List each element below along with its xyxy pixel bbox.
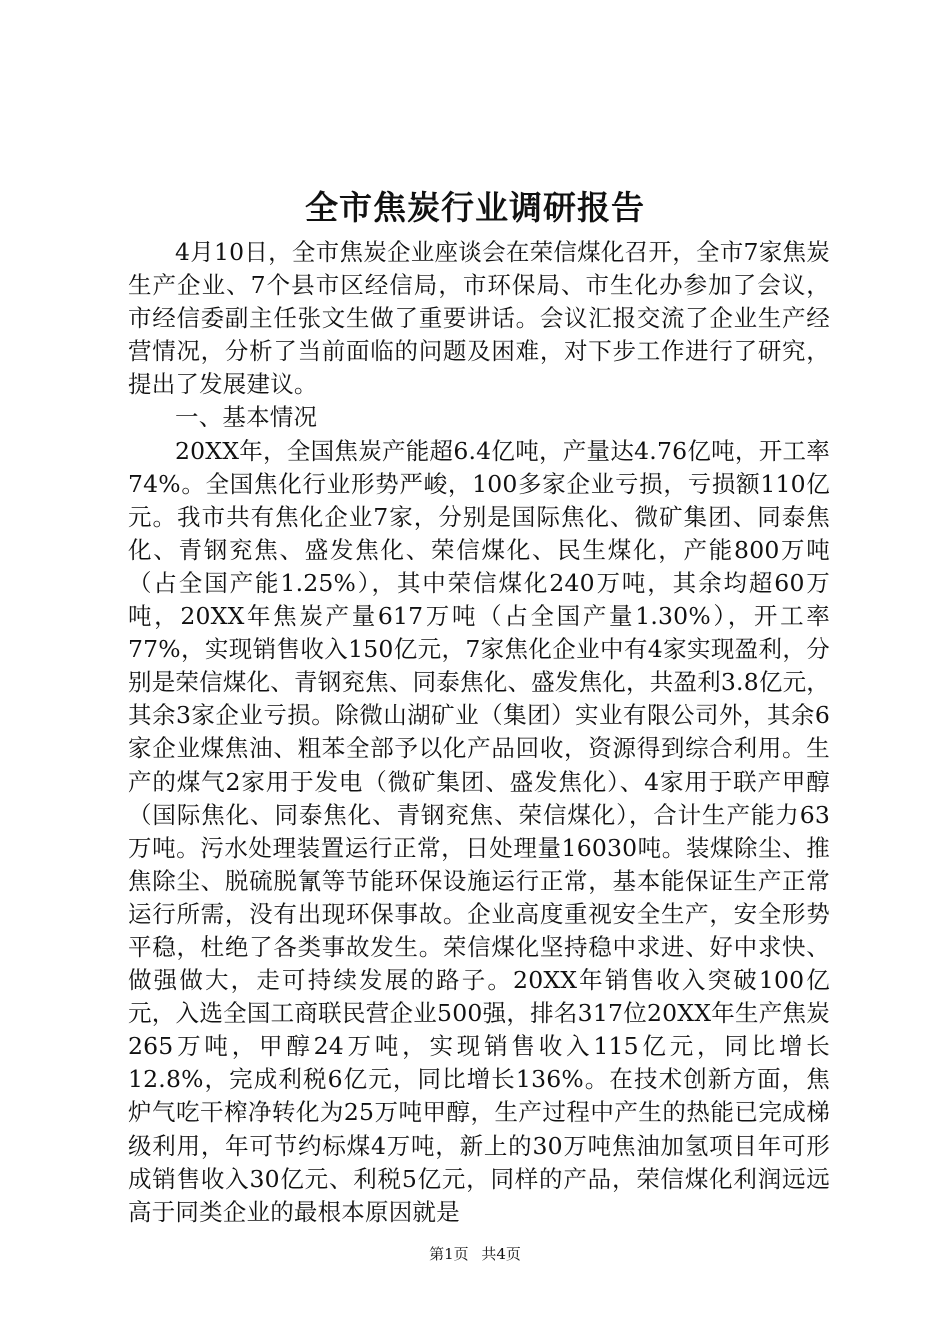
page-footer — [0, 1244, 950, 1264]
paragraph-basic-situation: 20XX年，全国焦炭产能超6.4亿吨，产量达4.76亿吨，开工率74%。全国焦化行业形势严峻，100多家企业亏损，亏损额110亿元。我市共有焦化企业7家，分别是国际焦化、微矿集团、同泰焦化、青钢兖焦、盛发焦化、荣信煤化、民生煤化，产能800万吨（占全国产能1.25%），其中荣信煤化240万吨，其余均超60万吨，20XX年焦炭产量617万吨（占全国产量1.30%），开工率77%，实现销售收入150亿元，7家焦化企业中有4家实现盈利，分别是荣信煤化、青钢兖焦、同泰焦化、盛发焦化，共盈利3.8亿元，其余3家企业亏损。除微山湖矿业（集团）实业有限公司外，其余6家企业煤焦油、粗苯全部予以化产品回收，资源得到综合利用。生产的煤气2家用于发电（微矿集团、盛发焦化）、4家用于联产甲醇（国际焦化、同泰焦化、青钢兖焦、荣信煤化），合计生产能力63万吨。污水处理装置运行正常，日处理量16030吨。装煤除尘、推焦除尘、脱硫脱氰等节能环保设施运行正常，基本能保证生产正常运行所需，没有出现环保事故。企业高度重视安全生产，安全形势平稳，杜绝了各类事故发生。荣信煤化坚持稳中求进、好中求快、做强做大，走可持续发展的路子。20XX年销售收入突破100亿元，入选全国工商联民营企业500强，排名317位20XX年生产焦炭265万吨，甲醇24万吨，实现销售收入115亿元，同比增长12.8%，完成利税6亿元，同比增长136%。在技术创新方面，焦炉气吃干榨净转化为25万吨甲醇，生产过程中产生的热能已完成梯级利用，年可节约标煤4万吨，新上的30万吨焦油加氢项目年可形成销售收入30亿元、利税5亿元，同样的产品，荣信煤化利润远远高于同类企业的最根本原因就是 — [128, 436, 830, 1226]
document-title: 全市焦炭行业调研报告 — [305, 188, 645, 227]
document-body — [128, 236, 830, 1229]
page-total: 共4页 — [481, 1245, 521, 1263]
section-heading-basic-situation: 一、基本情况 — [175, 403, 318, 432]
page-number: 第1页 — [429, 1245, 469, 1263]
paragraph-intro: 4月10日，全市焦炭企业座谈会在荣信煤化召开，全市7家焦炭生产企业、7个县市区经信局，市环保局、市生化办参加了会议，市经信委副主任张文生做了重要讲话。会议汇报交流了企业生产经营情况，分析了当前面临的问题及困难，对下步工作进行了研究，提出了发展建议。 — [128, 238, 830, 399]
